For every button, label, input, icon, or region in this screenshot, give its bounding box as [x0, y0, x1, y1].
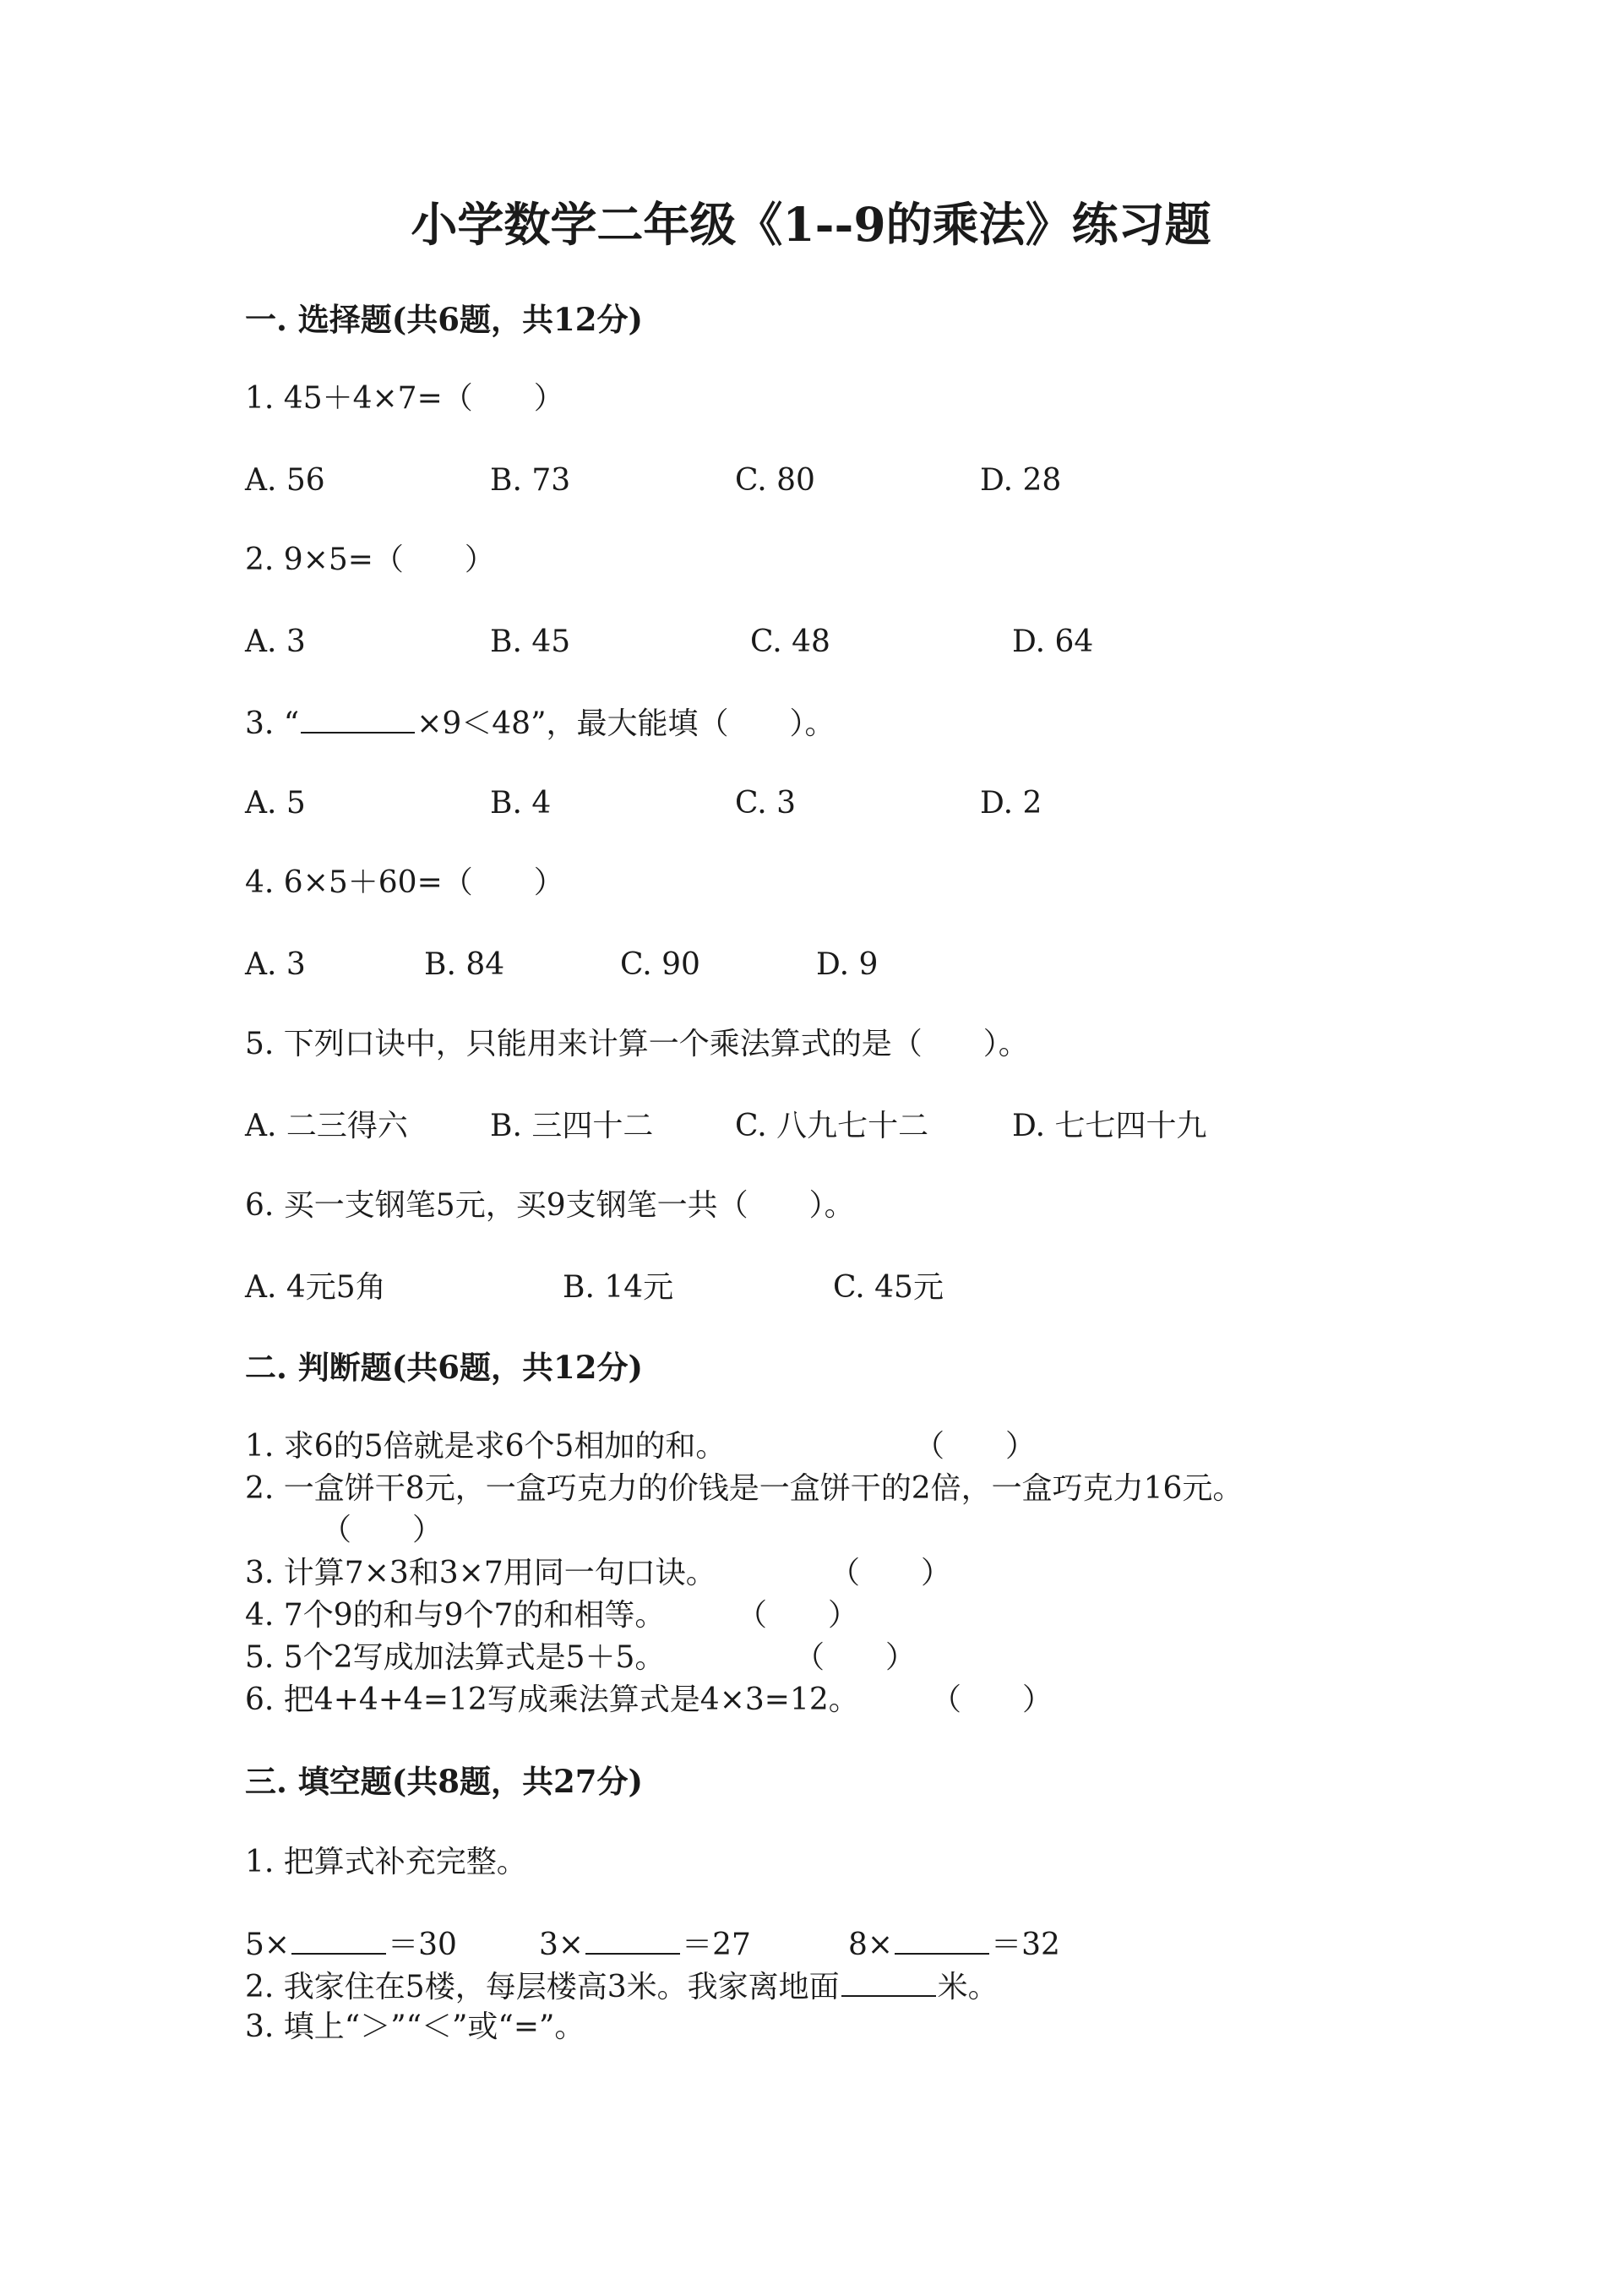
fill-q1-equation-2 [539, 1928, 751, 1961]
choice-q3-option-d: D. 2 [980, 786, 1042, 821]
judge-q6-text: 6. 把4+4+4=12写成乘法算式是4×3=12。 [245, 1682, 859, 1717]
choice-q4-option-b: B. 84 [424, 947, 505, 982]
choice-q5-option-a: A. 二三得六 [245, 1109, 408, 1143]
judge-q6-bracket[interactable]: （ ） [931, 1682, 1053, 1717]
section-heading-fill: 三. 填空题(共8题，共27分) [245, 1763, 644, 1800]
choice-q6-option-b: B. 14元 [563, 1270, 674, 1305]
judge-q5-text: 5. 5个2写成加法算式是5＋5。 [245, 1640, 666, 1675]
choice-q5-stem: 5. 下列口诀中，只能用来计算一个乘法算式的是（ ）。 [245, 1027, 1029, 1061]
fill-q2-text-post: 米。 [937, 1970, 999, 2004]
choice-q4-option-d: D. 9 [816, 947, 879, 982]
answer-blank[interactable] [895, 1928, 989, 1955]
choice-q6-option-c: C. 45元 [833, 1270, 944, 1305]
equation-2-right: ＝27 [682, 1928, 751, 1962]
choice-q2-option-a: A. 3 [245, 624, 306, 659]
fill-q2-text [245, 1970, 999, 2003]
choice-q5-option-c: C. 八九七十二 [735, 1109, 929, 1143]
choice-q6-option-a: A. 4元5角 [245, 1270, 386, 1305]
fill-q1-equation-1 [245, 1928, 457, 1961]
choice-q3-stem [245, 706, 835, 739]
fill-q3-text: 3. 填上“＞”“＜”或“=”。 [245, 2010, 585, 2044]
judge-q3-text: 3. 计算7×3和3×7用同一句口诀。 [245, 1556, 716, 1590]
choice-q1-option-a: A. 56 [245, 463, 325, 498]
judge-q2-text: 2. 一盒饼干8元，一盒巧克力的价钱是一盒饼干的2倍，一盒巧克力16元。 [245, 1471, 1244, 1506]
choice-q4-stem: 4. 6×5＋60=（ ） [245, 865, 564, 900]
fill-q1-text: 1. 把算式补充完整。 [245, 1845, 527, 1879]
equation-3-left: 8× [848, 1928, 894, 1962]
equation-3-right: ＝32 [991, 1928, 1060, 1962]
choice-q5-option-d: D. 七七四十九 [1012, 1109, 1207, 1143]
choice-q3-option-b: B. 4 [490, 786, 552, 821]
choice-q4-option-a: A. 3 [245, 947, 306, 982]
choice-q2-option-b: B. 45 [490, 624, 571, 659]
judge-q4-text: 4. 7个9的和与9个7的和相等。 [245, 1598, 666, 1633]
judge-q4-bracket[interactable]: （ ） [737, 1598, 859, 1633]
fill-q1-equation-3 [848, 1928, 1060, 1961]
answer-blank[interactable] [291, 1928, 386, 1955]
answer-blank[interactable] [301, 706, 415, 734]
answer-blank[interactable] [585, 1928, 680, 1955]
choice-q1-stem: 1. 45＋4×7=（ ） [245, 381, 564, 416]
choice-q1-option-c: C. 80 [735, 463, 815, 498]
judge-q1-bracket[interactable]: （ ） [914, 1429, 1037, 1464]
judge-q3-bracket[interactable]: （ ） [830, 1556, 952, 1590]
page-title: 小学数学二年级《1--9的乘法》练习题 [411, 197, 1211, 252]
choice-q4-option-c: C. 90 [620, 947, 700, 982]
equation-2-left: 3× [539, 1928, 585, 1962]
choice-q3-stem-post: ×9＜48”，最大能填（ ）。 [416, 706, 835, 741]
choice-q2-option-c: C. 48 [750, 624, 830, 659]
choice-q3-stem-pre: 3. “ [245, 706, 300, 741]
equation-1-left: 5× [245, 1928, 291, 1962]
choice-q1-option-d: D. 28 [980, 463, 1062, 498]
choice-q5-option-b: B. 三四十二 [490, 1109, 654, 1143]
choice-q3-option-c: C. 3 [735, 786, 797, 821]
judge-q2-bracket[interactable]: （ ） [321, 1513, 444, 1547]
equation-1-right: ＝30 [388, 1928, 457, 1962]
choice-q2-option-d: D. 64 [1012, 624, 1094, 659]
judge-q1-text: 1. 求6的5倍就是求6个5相加的和。 [245, 1429, 727, 1464]
section-heading-judge: 二. 判断题(共6题，共12分) [245, 1349, 644, 1386]
judge-q5-bracket[interactable]: （ ） [794, 1640, 917, 1675]
choice-q6-stem: 6. 买一支钢笔5元，买9支钢笔一共（ ）。 [245, 1188, 855, 1223]
choice-q2-stem: 2. 9×5=（ ） [245, 543, 495, 577]
fill-q2-text-pre: 2. 我家住在5楼，每层楼高3米。我家离地面 [245, 1970, 840, 2004]
choice-q1-option-b: B. 73 [490, 463, 571, 498]
section-heading-choice: 一. 选择题(共6题，共12分) [245, 301, 644, 338]
choice-q3-option-a: A. 5 [245, 786, 306, 821]
answer-blank[interactable] [841, 1970, 936, 1997]
